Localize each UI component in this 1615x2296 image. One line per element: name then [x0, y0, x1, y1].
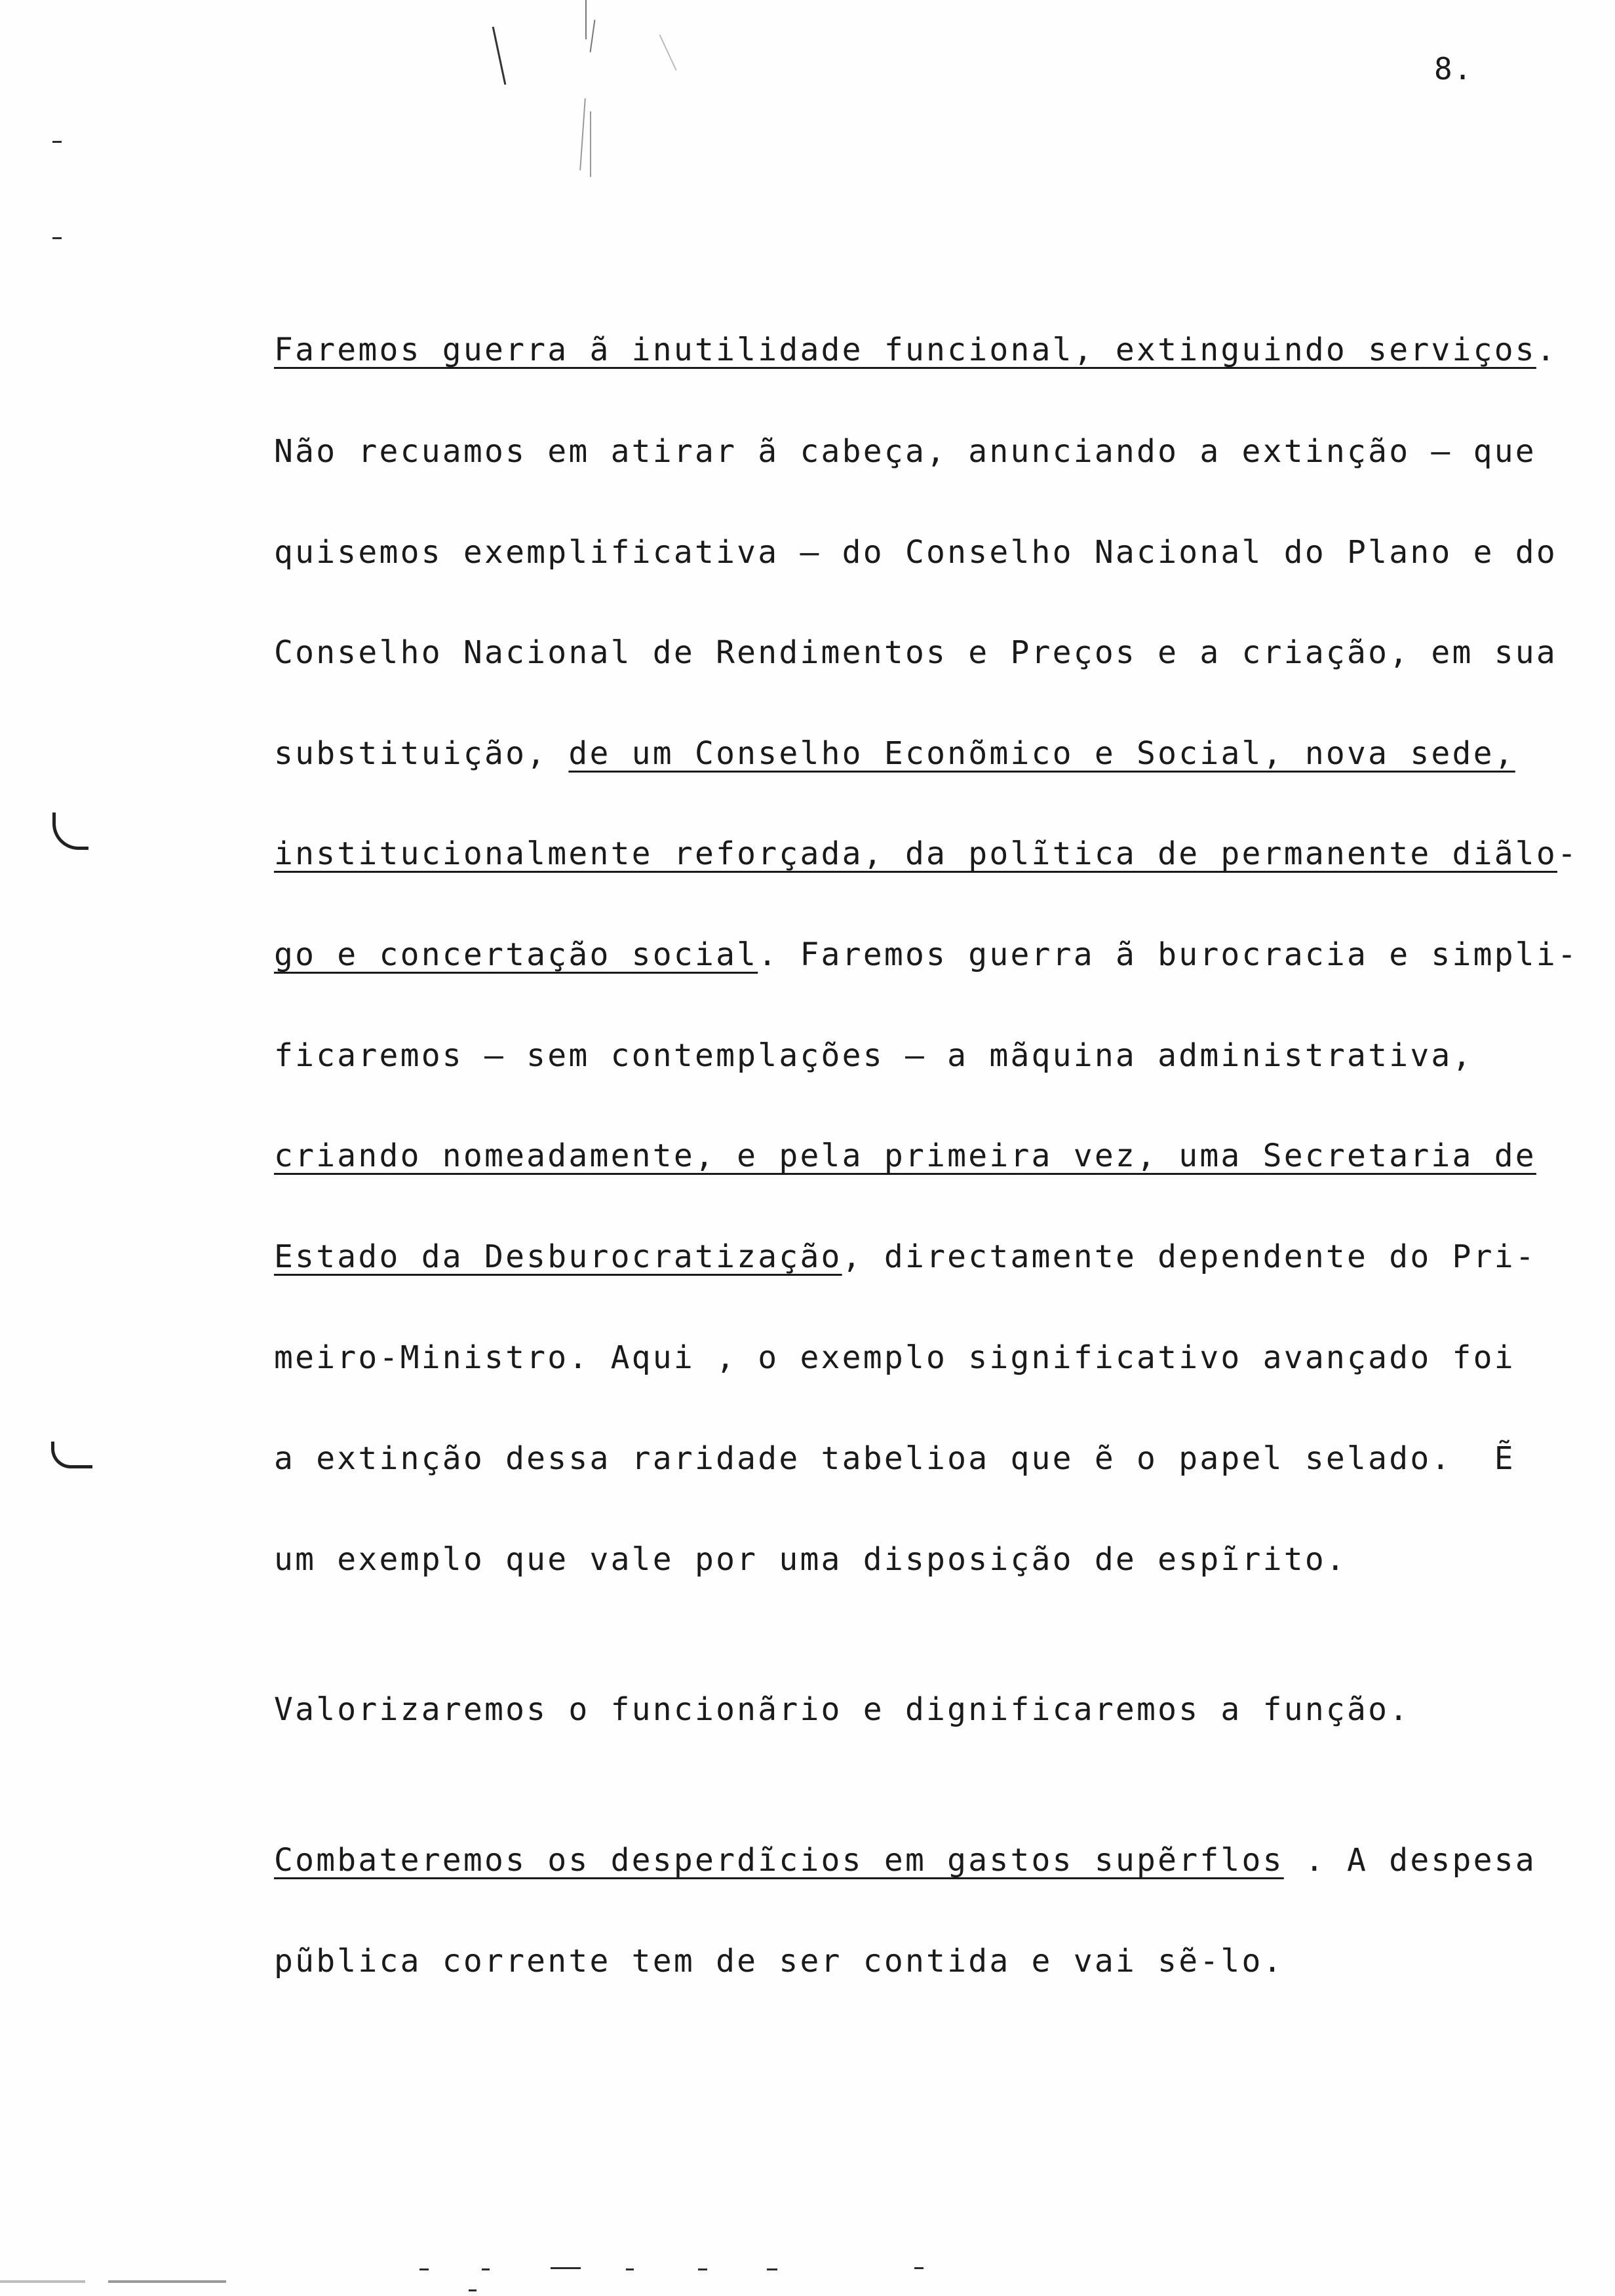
text-segment: . A despesa — [1283, 1842, 1536, 1879]
text-segment: , directamente dependente do Pri- — [842, 1238, 1536, 1275]
margin-bracket — [51, 1442, 92, 1468]
text-segment: ficaremos — sem contemplações — a mãquina administrativa, — [274, 1037, 1473, 1074]
footer-dash — [469, 2289, 477, 2291]
scan-mark-top — [659, 34, 676, 70]
footer-dash — [482, 2268, 490, 2270]
text-line — [274, 533, 1557, 572]
text-line — [274, 1338, 1515, 1377]
text-line — [274, 1690, 1410, 1729]
footer-dash — [698, 2268, 707, 2270]
text-line — [274, 633, 1557, 672]
footer-dash — [551, 2267, 581, 2269]
footer-dash — [767, 2268, 777, 2270]
text-line — [274, 1136, 1536, 1176]
footer-smudge — [0, 2280, 85, 2283]
text-line — [274, 1942, 1284, 1981]
text-segment: . — [1536, 332, 1558, 368]
text-segment: quisemos exemplificativa — do Conselho Nacional do Plano e do — [274, 534, 1558, 571]
footer-smudge — [108, 2280, 226, 2283]
scan-mark-top — [579, 98, 586, 170]
underlined-text: de um Conselho Econõmico e Social, nova sede, — [568, 735, 1515, 772]
text-segment: Não recuamos em atirar ã cabeça, anunciando a extinção — que — [274, 433, 1536, 470]
footer-dash — [626, 2268, 634, 2270]
underlined-text: Faremos guerra ã inutilidade funcional, extinguindo serviços — [274, 332, 1536, 368]
text-line — [274, 935, 1578, 974]
text-line — [274, 1841, 1536, 1880]
text-line — [274, 1036, 1473, 1075]
underlined-text: Combateremos os desperdĩcios em gastos supẽrflos — [274, 1842, 1284, 1879]
text-segment: substituição, — [274, 735, 569, 772]
text-segment: um exemplo que vale por uma disposição de espĩrito. — [274, 1541, 1348, 1578]
text-line — [274, 734, 1515, 773]
text-line — [274, 432, 1536, 471]
footer-dash — [914, 2267, 924, 2269]
scan-mark-top — [585, 0, 587, 39]
underlined-text: Estado da Desburocratização — [274, 1238, 842, 1275]
text-segment: meiro-Ministro. Aqui , o exemplo significativo avançado foi — [274, 1339, 1515, 1376]
text-line — [274, 1540, 1347, 1579]
page-number: 8. — [1434, 51, 1473, 86]
underlined-text: institucionalmente reforçada, da polĩtica de permanente diãlo — [274, 835, 1558, 872]
text-line — [274, 1237, 1536, 1276]
margin-bracket — [52, 813, 88, 850]
text-segment: - — [1557, 835, 1579, 872]
text-segment: . Faremos guerra ã burocracia e simpli- — [758, 936, 1579, 973]
footer-dash — [419, 2268, 429, 2270]
underlined-text: go e concertação social — [274, 936, 758, 973]
text-segment: pũblica corrente tem de ser contida e vai sẽ-lo. — [274, 1943, 1284, 1980]
underlined-text: criando nomeadamente, e pela primeira vez, uma Secretaria de — [274, 1138, 1536, 1174]
text-segment: Valorizaremos o funcionãrio e dignificaremos a função. — [274, 1691, 1411, 1728]
text-line — [274, 330, 1557, 370]
margin-dash — [52, 141, 62, 143]
text-segment: a extinção dessa raridade tabelioa que ẽ o papel selado. Ẽ — [274, 1440, 1515, 1477]
scan-mark-top — [492, 27, 507, 85]
margin-dash — [52, 237, 62, 239]
scan-mark-top — [590, 20, 596, 52]
text-line — [274, 1439, 1515, 1478]
text-line — [274, 834, 1578, 873]
text-segment: Conselho Nacional de Rendimentos e Preços e a criação, em sua — [274, 634, 1558, 671]
scan-mark-top — [590, 111, 591, 177]
